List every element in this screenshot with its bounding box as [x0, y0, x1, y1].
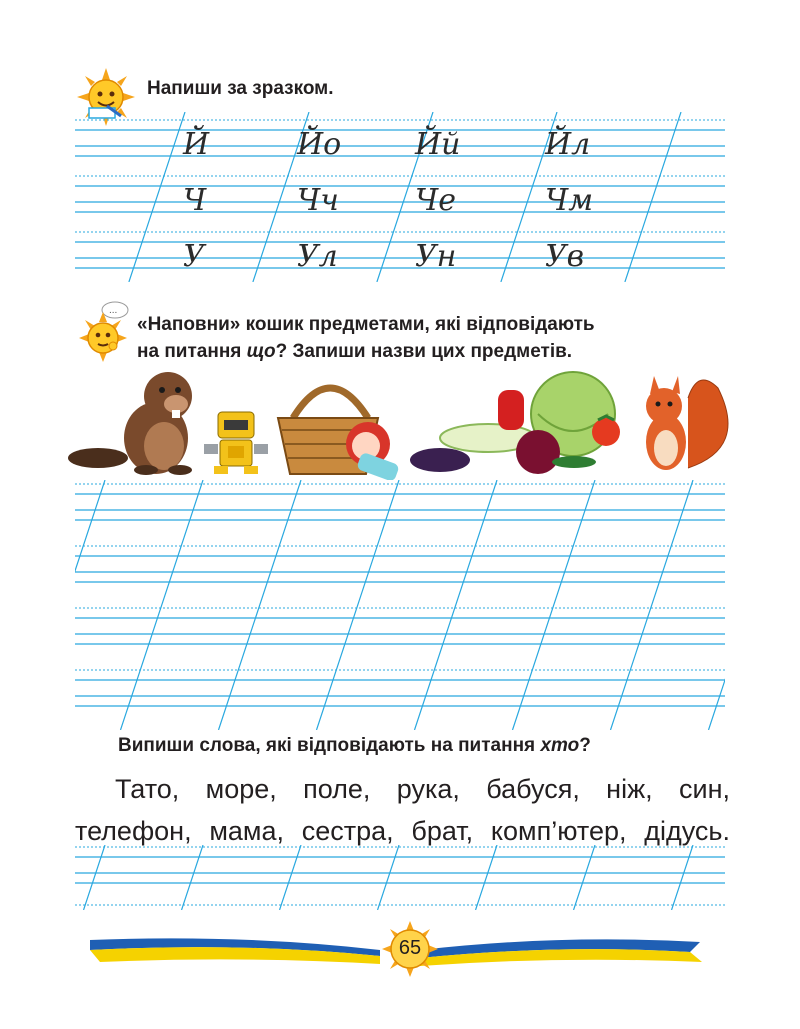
sample-letter: Че — [415, 183, 456, 218]
sample-letter: Йо — [297, 127, 342, 162]
task2-title-line1: «Наповни» кошик предметами, які відповідають — [137, 314, 595, 335]
task1-title: Напиши за зразком. — [147, 78, 334, 99]
thinking-sunflower-icon — [75, 300, 135, 362]
slant-line — [182, 845, 203, 910]
question-word-what: що — [246, 341, 276, 362]
beaver-picture — [68, 372, 192, 475]
word-list — [75, 768, 730, 852]
sample-letter: Ув — [545, 239, 585, 274]
slant-line — [672, 845, 693, 910]
slant-line — [280, 845, 301, 910]
question-word-who: хто — [540, 735, 580, 756]
slant-line — [219, 480, 302, 730]
slant-line — [611, 480, 694, 730]
slant-line — [476, 845, 497, 910]
slant-line — [378, 845, 399, 910]
task2-line2-prefix: на питання — [137, 341, 247, 362]
task1-writing-grid — [75, 112, 725, 282]
sample-letter: Ул — [297, 239, 338, 274]
slant-line — [121, 480, 204, 730]
slant-line — [709, 480, 726, 730]
sample-letter: У — [183, 239, 205, 274]
slant-line — [625, 112, 681, 282]
pictures-row — [68, 368, 733, 480]
task2-line2-suffix: ? Запиши назви цих предметів. — [275, 341, 573, 362]
slant-line — [75, 480, 105, 730]
slant-line — [84, 845, 105, 910]
robot-picture — [204, 412, 268, 474]
slant-line — [415, 480, 498, 730]
sample-letter: Й — [183, 127, 210, 162]
sample-letter: Ч — [183, 183, 207, 218]
sample-letter: Йй — [415, 127, 461, 162]
task3-title-suffix: ? — [579, 735, 591, 756]
sample-letter: Чч — [297, 183, 339, 218]
task3-title — [118, 735, 591, 757]
task2-title-line2 — [137, 338, 595, 365]
task3-writing-grid[interactable] — [75, 845, 725, 910]
squirrel-picture — [646, 376, 728, 470]
svg-text:...: ... — [109, 305, 118, 316]
task3-title-prefix: Випиши слова, які відповідають на питання — [118, 735, 541, 756]
vegetables-picture — [410, 372, 615, 474]
slant-line — [317, 480, 400, 730]
sample-letter: Йл — [545, 127, 591, 162]
word-list-line1: Тато, море, поле, рука, бабуся, ніж, син, — [115, 774, 730, 804]
task2-writing-grid[interactable] — [75, 480, 725, 730]
slant-line — [574, 845, 595, 910]
word-list-line2: телефон, мама, сестра, брат, комп’ютер, дідусь. — [75, 816, 730, 846]
sample-letter: Чм — [545, 183, 594, 218]
slant-line — [513, 480, 596, 730]
page-number: 65 — [398, 937, 422, 959]
slant-line — [129, 112, 185, 282]
task2-title — [137, 311, 595, 365]
sample-letter: Ун — [415, 239, 457, 274]
